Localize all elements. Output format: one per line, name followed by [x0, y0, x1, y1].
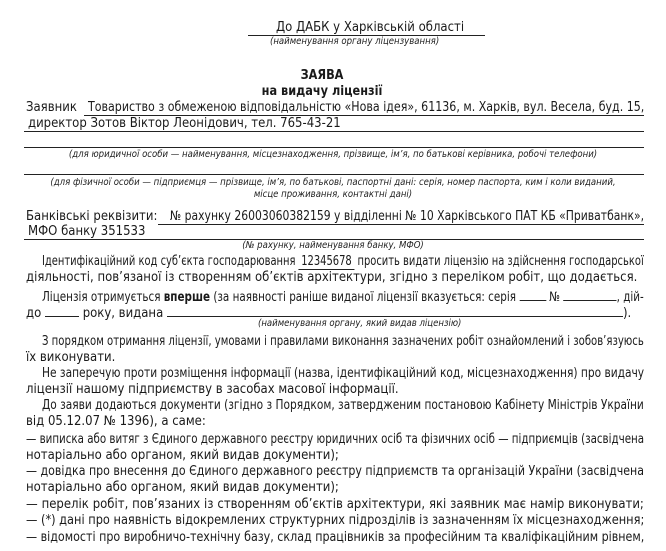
license-date-blank	[45, 304, 79, 317]
license-until: до	[26, 306, 42, 321]
applicant-label: Заявник	[26, 100, 77, 115]
license-issuer-blank	[167, 304, 623, 317]
license-series-blank	[519, 288, 546, 301]
document-item-5: — відомості про виробничо-технічну базу, склад працівників за професійним та кваліфікаційним рівнем,	[26, 530, 645, 545]
addressee-caption: (найменування органу ліцензування)	[270, 36, 440, 47]
document-item-3: — перелік робіт, пов’язаних із створенням об’єктів архітектури, які заявник має намір виконувати;	[26, 497, 644, 512]
document-subtitle: на видачу ліцензії	[261, 84, 383, 99]
document-item-1-line-2: нотаріально або органом, який видав документи);	[26, 448, 339, 463]
id-code-suffix: просить видати ліцензію на здійснення господарської	[357, 254, 644, 269]
applicant-line-2: директор Зотов Віктор Леонідович, тел. 765-43-21	[28, 116, 341, 131]
applicant-caption-legal: (для юридичної особи — найменування, місцезнаходження, прізвище, ім’я, по батькові керівника, робочі телефони)	[68, 149, 598, 160]
applicant-underline-4	[24, 174, 644, 175]
applicant-underline-2	[24, 131, 644, 132]
addressee-text: До ДАБК у Харківській області	[276, 20, 465, 35]
paragraph-2-line-2: ліцензії нашому підприємству в засобах масової інформації.	[26, 382, 399, 397]
applicant-line-1: Товариство з обмеженою відповідальністю «Нова ідея», 61136, м. Харків, вул. Весела, буд. 15,	[88, 100, 645, 115]
paragraph-3-line-1: До заяви додаються документи (згідно з Порядком, затвердженим постановою Кабінету Міністрів України	[42, 398, 644, 413]
license-close: ).	[622, 306, 632, 321]
bank-line-1: № рахунку 26003060382159 у відділенні № 10 Харківського ПАТ КБ «Приватбанк»,	[170, 209, 645, 224]
id-code-prefix: Ідентифікаційний код суб’єкта господарювання	[42, 254, 296, 269]
license-rest: (за наявності раніше виданої ліцензії вказується: серія	[213, 290, 516, 305]
id-code-line-2: діяльності, пов’язаної із створенням об’єктів архітектури, згідно з переліком робіт, що додається.	[26, 270, 638, 285]
bank-underline-1	[158, 224, 644, 225]
applicant-caption-individual-2: місце проживання, контактні дані)	[253, 189, 413, 200]
paragraph-1-line-2: їх виконувати.	[26, 350, 116, 365]
bank-caption: (№ рахунку, найменування банку, МФО)	[242, 240, 424, 251]
applicant-caption-individual-1: (для фізичної особи — підприємця — прізвище, ім’я, по батькові, паспортні дані: серія, номер паспорта, ким і коли виданий,	[50, 177, 616, 188]
license-caption: (найменування органу, який видав ліцензію)	[258, 318, 462, 329]
license-year-issued: року, видана	[82, 306, 164, 321]
license-number-sign: №	[549, 290, 561, 305]
document-title: ЗАЯВА	[300, 68, 344, 83]
id-code-line-1	[42, 254, 644, 270]
document-item-2-line-1: — довідка про внесення до Єдиного державного реєстру підприємств та організацій України (засвідчена	[26, 464, 644, 479]
document-item-2-line-2: нотаріально або органом, який видав документи);	[26, 480, 339, 495]
license-number-blank	[563, 288, 616, 301]
paragraph-2-line-1: Не заперечую проти розміщення інформації (назва, ідентифікаційний код, місцезнаходження) про видачу	[42, 366, 645, 381]
paragraph-3-line-2: від 05.12.07 № 1396), а саме:	[26, 414, 206, 429]
license-valid-to: , дій-	[616, 290, 644, 305]
license-prefix: Ліцензія отримується	[42, 290, 161, 305]
bank-label: Банківські реквізити:	[26, 209, 158, 224]
document-item-1-line-1: — виписка або витяг з Єдиного державного реєстру юридичних осіб та фізичних осіб — підприємців (засвідчена	[26, 432, 645, 447]
applicant-underline-3	[24, 147, 644, 148]
paragraph-1-line-1: З порядком отримання ліцензії, умовами і правилами виконання зазначених робіт ознайомлений і зобов’язуюсь	[42, 334, 644, 349]
license-first-time: вперше	[163, 290, 211, 305]
id-code-value: 12345678	[299, 254, 355, 270]
bank-line-2: МФО банку 351533	[28, 224, 146, 239]
document-item-4: — (*) дані про наявність відокремлених структурних підрозділів із зазначенням їх місцезнаходження;	[26, 513, 645, 528]
